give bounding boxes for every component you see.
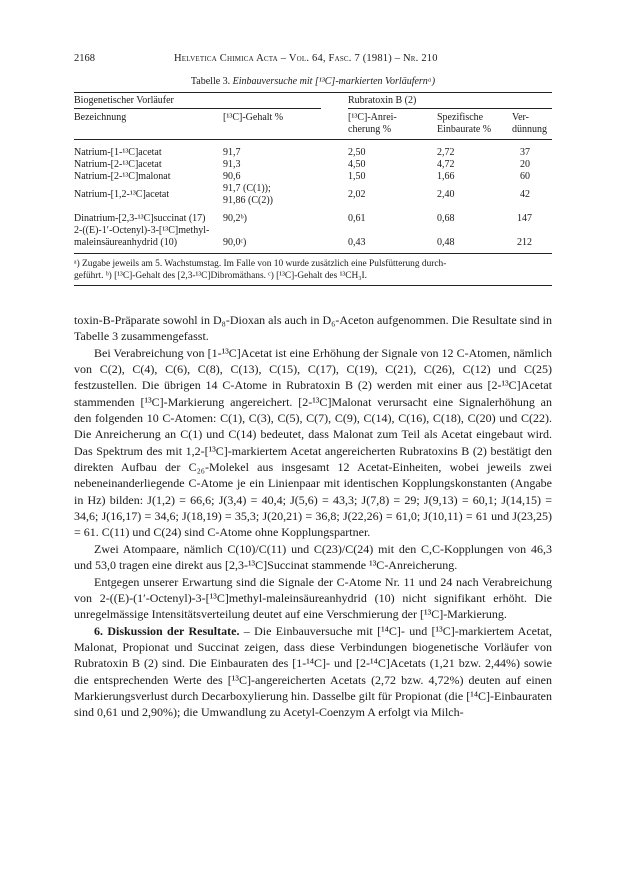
row-1-content: 91,7 [223, 147, 241, 158]
col-header-name: Bezeichnung [74, 112, 127, 123]
section-heading: 6. Diskussion der Resultate. [94, 623, 240, 638]
row-2-enrich: 4,50 [348, 159, 366, 170]
paragraph-5-text: – Die Einbauversuche mit [¹⁴C]- und [¹³C]-markiertem Acetat, Malonat, Propionat und Succinat zeigen, dass diese Verbindungen biogenetische Vorläufer von Rubratoxin B (2) sind. Die Einbauraten des [1-¹⁴C]- und [2-¹⁴C]Acetats (1,21 bzw. 2,44%) sowie die entsprechenden Werte des [¹³C]-angereicherten Acetats (2,72 bzw. 4,72%) deuten auf einen Markierungsverlust durch Decarboxylierung hin. Dasselbe gilt für Propionat (die [¹⁴C]-Einbauraten sind 0,61 und 2,90%); die Umwandlung zu Acetyl-Coenzym A erfolgt via Milch- [74, 623, 552, 720]
table-bottom-rule [74, 253, 552, 254]
body-text [74, 312, 552, 721]
group-rule-left [74, 108, 321, 109]
row-4-content-2: 91,86 (C(2)) [223, 195, 273, 206]
row-3-content: 90,6 [223, 171, 241, 182]
row-3-enrich: 1,50 [348, 171, 366, 182]
table-footnote-2: geführt. ᵇ) [¹³C]-Gehalt des [2,3-¹³C]Dibromäthans. ᶜ) [¹³C]-Gehalt des ¹³CH₃I. [74, 271, 367, 281]
row-6-spec: 0,48 [437, 237, 455, 248]
table-footnote-1: ᵃ) Zugabe jeweils am 5. Wachstumstag. Im Falle von 10 wurde zusätzlich eine Pulsfütterung durch- [74, 259, 447, 269]
row-6-name-2: maleinsäureanhydrid (10) [74, 237, 178, 248]
col-header-enrich-2: cherung % [348, 124, 392, 135]
row-4-dil: 42 [520, 189, 530, 200]
row-4-name: Natrium-[1,2-¹³C]acetat [74, 189, 170, 200]
col-header-content: [¹³C]-Gehalt % [223, 112, 284, 123]
row-6-name: 2-((E)-1′-Octenyl)-3-[¹³C]methyl- [74, 225, 210, 236]
row-1-enrich: 2,50 [348, 147, 366, 158]
col-header-spec-1: Spezifische [437, 112, 484, 123]
row-5-name: Dinatrium-[2,3-¹³C]succinat (17) [74, 213, 206, 224]
row-3-spec: 1,66 [437, 171, 455, 182]
row-5-content: 90,2ᵇ) [223, 213, 247, 224]
group-rule-right [348, 108, 552, 109]
page-number: 2168 [74, 53, 95, 64]
header-bottom-rule [74, 139, 552, 140]
row-6-content: 90,0ᶜ) [223, 237, 247, 248]
row-3-name: Natrium-[2-¹³C]malonat [74, 171, 171, 182]
row-3-dil: 60 [520, 171, 530, 182]
row-5-enrich: 0,61 [348, 213, 366, 224]
row-2-spec: 4,72 [437, 159, 455, 170]
row-2-name: Natrium-[2-¹³C]acetat [74, 159, 162, 170]
row-6-dil: 212 [517, 237, 532, 248]
table-caption-title: Einbauversuche mit [¹³C]-markierten Vorläufernᵃ) [232, 76, 436, 87]
col-header-spec-2: Einbaurate % [437, 124, 492, 135]
row-1-name: Natrium-[1-¹³C]acetat [74, 147, 162, 158]
row-5-dil: 147 [517, 213, 532, 224]
row-4-spec: 2,40 [437, 189, 455, 200]
row-1-spec: 2,72 [437, 147, 455, 158]
col-header-dil-1: Ver- [512, 112, 530, 123]
footnote-bottom-rule [74, 285, 552, 286]
row-2-dil: 20 [520, 159, 530, 170]
row-4-content: 91,7 (C(1)); [223, 183, 271, 194]
col-header-dil-2: dünnung [512, 124, 547, 135]
journal-title: Helvetica Chimica Acta – Vol. 64, Fasc. 7 (1981) – Nr. 210 [174, 53, 438, 64]
paragraph-2: Bei Verabreichung von [1-¹³C]Acetat ist eine Erhöhung der Signale von 12 C-Atomen, nämlich von C(2), C(4), C(6), C(8), C(13), C(15), C(17), C(19), C(21), C(26), C(12) und C(25) festzustellen. Die übrigen 14 C-Atome in Rubratoxin B (2) werden mit einer aus [2-¹³C]Acetat stammenden [¹³C]-Markierung angereichert. [2-¹³C]Malonat verursacht eine Signalerhöhung an den folgenden 10 C-Atomen: C(1), C(3), C(5), C(7), C(9), C(14), C(16), C(18), C(20) und C(22). Die Anreicherung an C(1) und C(14) bedeutet, dass Malonat zum Teil als Acetat eingebaut wird. Das Spektrum des mit 1,2-[¹³C]-markiertem Acetat angereicherten Rubratoxins B (2) bestätigt den direkten Aufbau der C₂₆-Molekel aus insgesamt 12 Acetat-Einheiten, wobei jeweils zwei nebeneinanderliegende C-Atome je ein Linienpaar mit identischen Kopplungskonstanten (Angabe in Hz) bilden: J(1,2) = 66,6; J(3,4) = 40,4; J(5,6) = 43,3; J(7,8) = 29; J(9,13) = 60,1; J(14,15) = 34,6; J(16,17) = 34,6; J(18,19) = 35,3; J(20,21) = 36,8; J(22,26) = 61,0; J(10,11) = 61 und J(23,25) = 61. C(11) und C(24) sind C-Atome ohne Kopplungspartner. [74, 345, 552, 540]
col-header-enrich-1: [¹³C]-Anrei- [348, 112, 397, 123]
table-caption-prefix: Tabelle 3. [190, 76, 231, 87]
paragraph-4: Entgegen unserer Erwartung sind die Signale der C-Atome Nr. 11 und 24 nach Verabreichung von 2-((E)-(1′-Octenyl)-3-[¹³C]methyl-maleinsäureanhydrid (10) nicht signifikant erhöht. Die unregelmässige Intensitätsverteilung deutet auf eine Verschmierung der [¹³C]-Markierung. [74, 574, 552, 622]
row-5-spec: 0,68 [437, 213, 455, 224]
group-header-rubratoxin: Rubratoxin B (2) [348, 95, 417, 106]
paragraph-1: toxin-B-Präparate sowohl in D₈-Dioxan als auch in D₆-Aceton aufgenommen. Die Resultate sind in Tabelle 3 zusammengefasst. [74, 313, 552, 344]
paragraph-5 [74, 623, 552, 721]
row-6-enrich: 0,43 [348, 237, 366, 248]
row-4-enrich: 2,02 [348, 189, 366, 200]
row-1-dil: 37 [520, 147, 530, 158]
group-header-precursor: Biogenetischer Vorläufer [74, 95, 174, 106]
table-caption [74, 76, 552, 87]
paragraph-3: Zwei Atompaare, nämlich C(10)/C(11) und C(23)/C(24) mit den C,C-Kopplungen von 46,3 und 53,0 tragen eine direkt aus [2,3-¹³C]Succinat stammende ¹³C-Anreicherung. [74, 541, 552, 573]
row-2-content: 91,3 [223, 159, 241, 170]
table-top-rule [74, 92, 552, 93]
